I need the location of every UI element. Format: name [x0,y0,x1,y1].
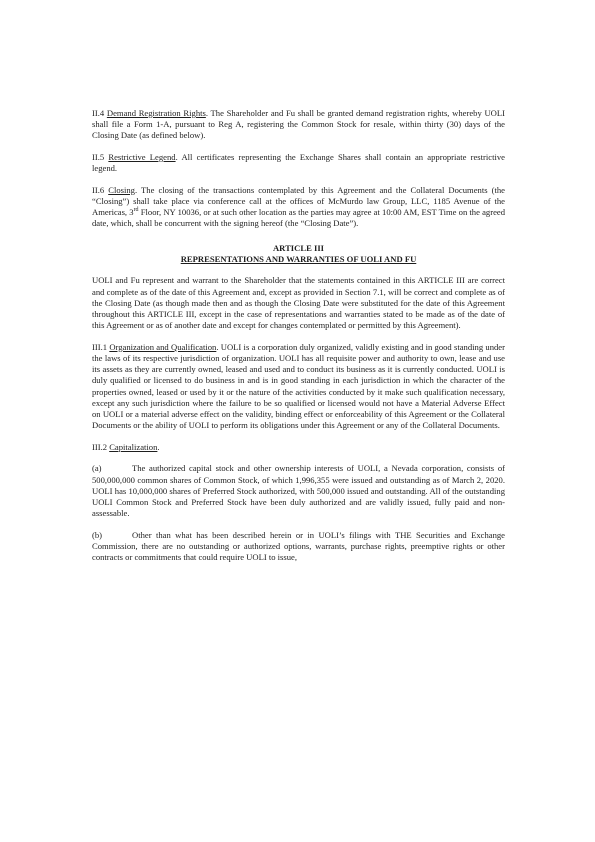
page-body [92,108,505,563]
subsection-label: (b) [92,529,103,540]
section-title: Restrictive Legend [108,152,176,162]
subsection-text: The authorized capital stock and other ownership interests of UOLI, a Nevada corporation, consists of 500,000,000 common shares of Common Stock, of which 1,996,355 were issued and outstanding as of March 2, 2020. UOLI has 10,000,000 shares of Preferred Stock authorized, with 500,000 issued and outstanding. All of the outstanding UOLI Common Stock and Preferred Stock have been duly authorized and are validly issued, fully paid and non-assessable. [92,463,505,519]
section-title: Demand Registration Rights [106,108,206,118]
article-intro: UOLI and Fu represent and warrant to the Shareholder that the statements contained in this ARTICLE III are correct and complete as of the date of this Agreement and, except as provided in Section 7.1, will be correct and complete as of the Closing Date (as though made then and as though the Closing Date were substituted for the date of this Agreement throughout this ARTICLE III, except in the case of representations and warranties stated to be made as of the date of this Agreement or as of another date and except for changes contemplated or permitted by this Agreement). [92,275,505,331]
section-number: II.4 [92,108,107,118]
section-title: Closing [108,184,135,195]
subsection-a [92,463,505,519]
ordinal-suffix: rd [133,207,139,214]
section-3-2 [92,442,505,453]
section-title: Organization and Qualification [109,341,217,352]
section-text: . UOLI is a corporation duly organized, validly existing and in good standing under the laws of its respective jurisdiction of organization. UOLI has all requisite power and authority to own, lease and use its assets as they are currently owned, leased and used and to conduct its business as it is currently conducted. UOLI is duly qualified or licensed to do business in and is in good standing in each jurisdiction in which the character of the properties owned, leased or used by it or the nature of the activities conducted by it make such qualification necessary, except any such jurisdiction where the failure to be so qualified or licensed would not have a Material Adverse Effect on UOLI or a material adverse effect on the validity, binding effect or enforceability of this Agreement or the Collateral Documents or the ability of UOLI to perform its obligations under this Agreement or any of the Collateral Documents. [92,341,505,431]
section-text: Floor, NY 10036, or at such other location as the parties may agree at 10:00 AM, EST Time on the agreed date, which, shall be concurrent with the signing hereof (the “Closing Date”). [92,207,505,229]
section-2-6 [92,185,505,230]
section-number: III.2 [92,441,110,452]
section-text: . The Shareholder and Fu shall be granted demand registration rights, whereby UOLI shall file a Form 1-A, pursuant to Reg A, registering the Common Stock for resale, within thirty (30) days of the Closing Date (as defined below). [92,108,505,141]
section-title: Capitalization [109,441,158,452]
section-text: . All certificates representing the Exchange Shares shall contain an appropriate restrictive legend. [92,152,505,174]
subsection-text: Other than what has been described herein or in UOLI’s filings with THE Securities and Exchange Commission, there are no outstanding or authorized options, warrants, purchase rights, preemptive rights or other contracts or commitments that could require UOLI to issue, [92,529,505,563]
section-2-5 [92,152,505,174]
section-text: . [157,441,160,452]
subsection-label: (a) [92,463,102,474]
article-heading [92,243,505,265]
section-number: II.5 [92,152,109,162]
section-number: II.6 [92,184,109,195]
section-2-4 [92,108,505,142]
section-3-1 [92,342,505,432]
section-number: III.1 [92,341,110,352]
subsection-b [92,530,505,564]
article-title: REPRESENTATIONS AND WARRANTIES OF UOLI AND FU [180,253,417,264]
section-text: . The closing of the transactions contemplated by this Agreement and the Collateral Documents (the “Closing”) shall take place via conference call at the offices of McMurdo law Group, LLC, 1185 Avenue of the Americas, 3 [92,184,505,218]
article-number: ARTICLE III [272,242,325,253]
